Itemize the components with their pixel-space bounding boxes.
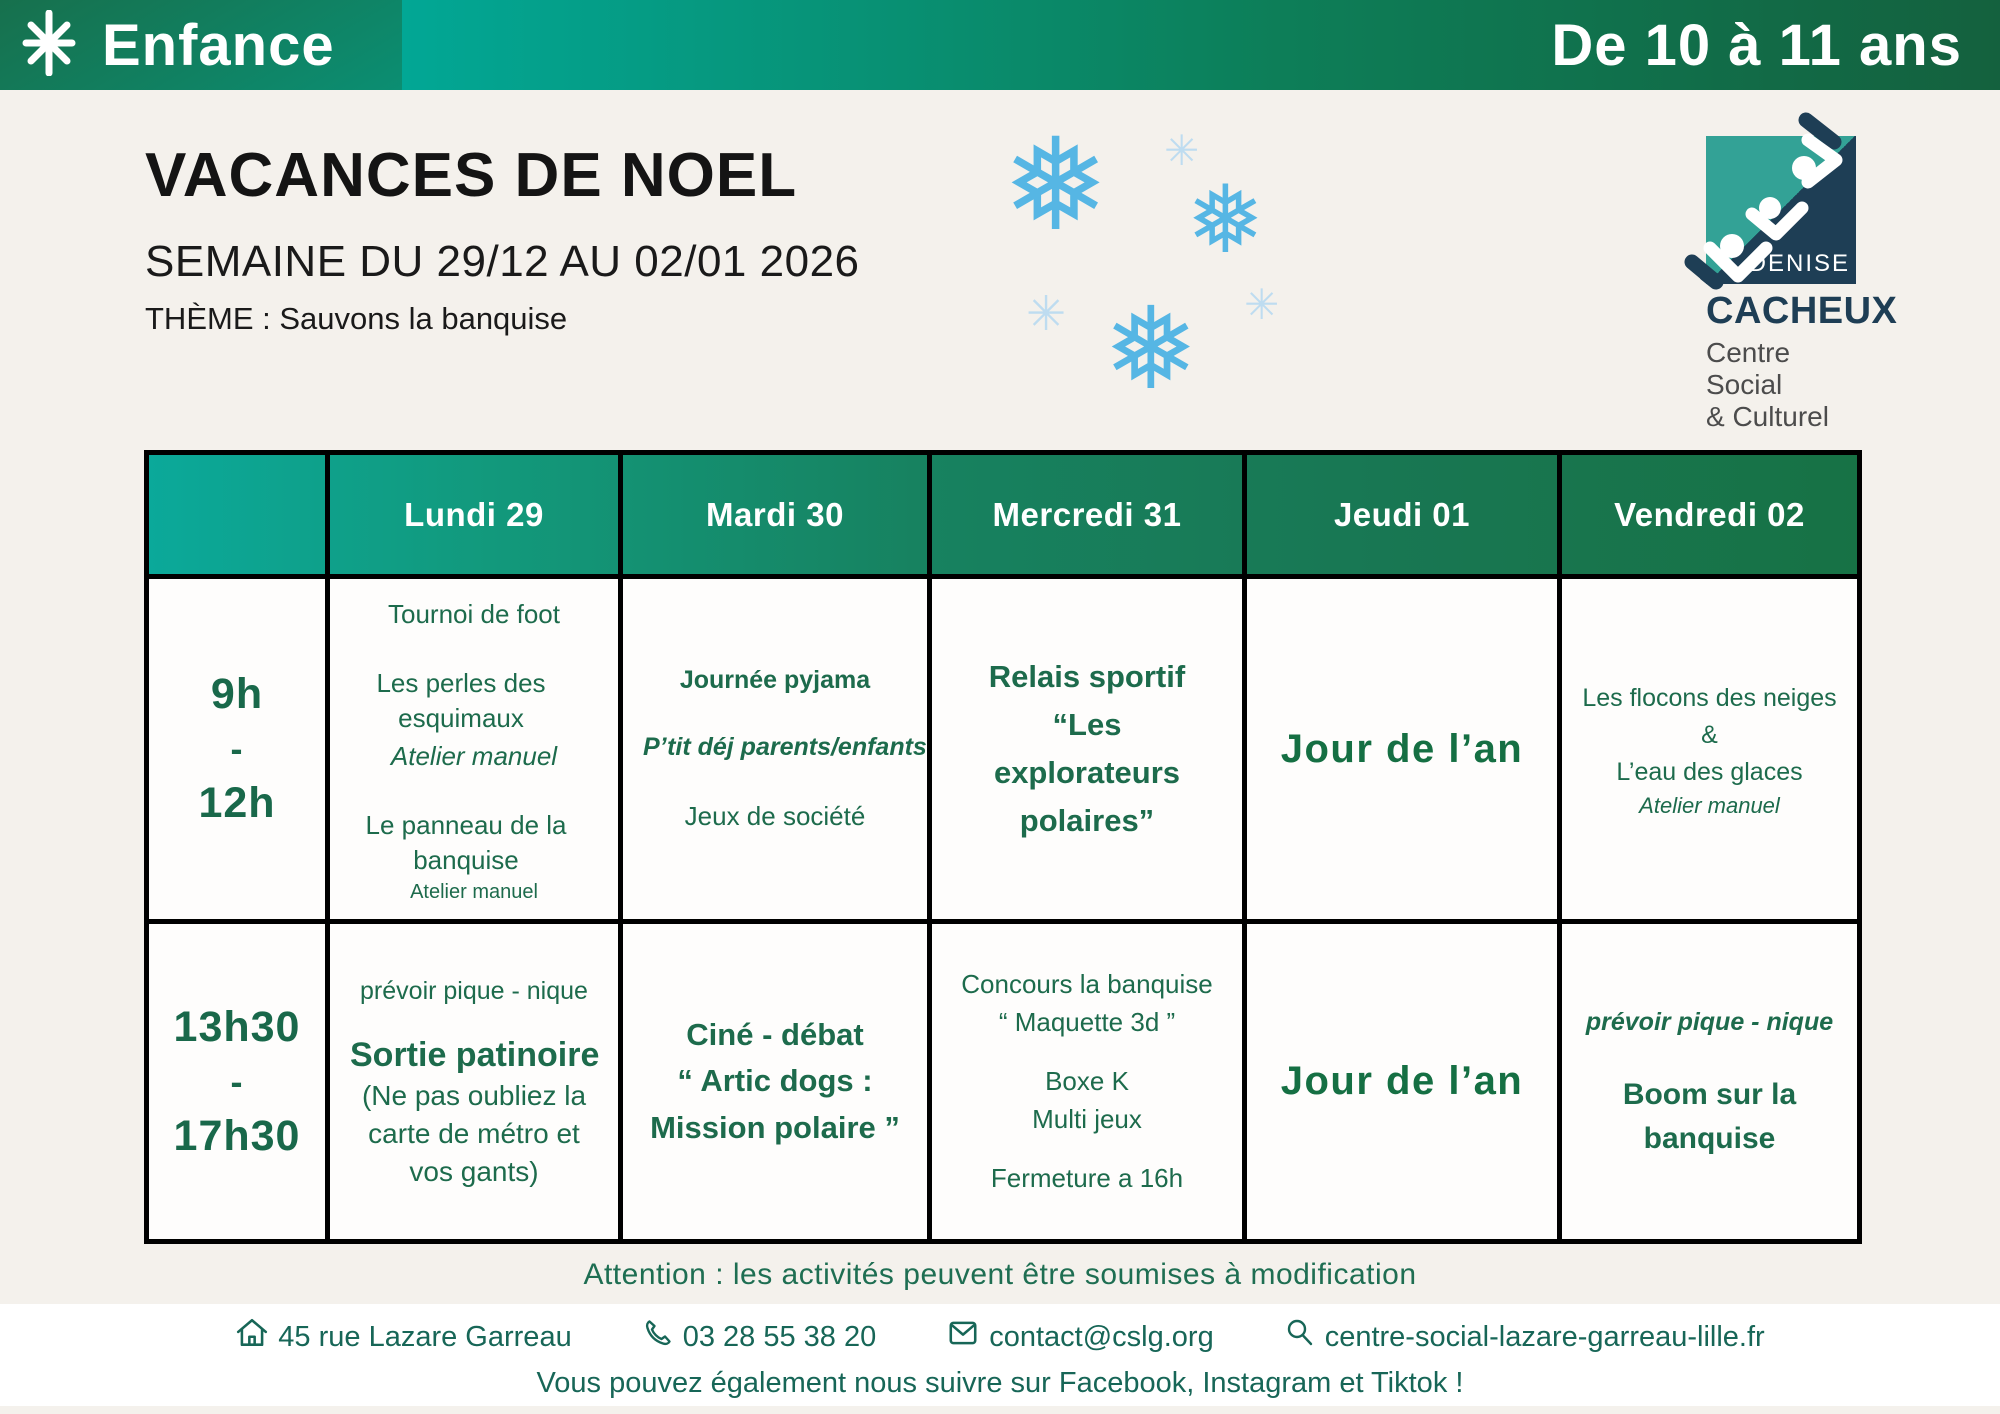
address-item xyxy=(235,1316,571,1358)
logo-subtitle-line1: Centre Social xyxy=(1706,337,1791,401)
activity-line: Jeux de société xyxy=(684,801,866,832)
logo-mark xyxy=(1706,136,1856,284)
activity-line: prévoir pique - nique xyxy=(360,977,588,1006)
activity-cell-vendredi-afternoon xyxy=(1560,922,1860,1242)
activity-line: Les perles des esquimaux xyxy=(376,667,546,733)
home-icon xyxy=(235,1316,269,1358)
email-item xyxy=(946,1316,1213,1358)
morning-row xyxy=(147,577,1860,922)
activity-line: “ Artic dogs : Mission polaire ” xyxy=(650,1063,900,1145)
phone-text: 03 28 55 38 20 xyxy=(682,1320,877,1353)
sparkle-snowflake-icon: ✳ xyxy=(1164,126,1200,175)
corner-cell xyxy=(147,453,328,577)
activity-line: Jour de l’an xyxy=(1280,1059,1524,1103)
activity-line: “ Maquette 3d ” xyxy=(998,1006,1176,1037)
activity-line: Ciné - débat xyxy=(686,1016,864,1052)
website-text: centre-social-lazare-garreau-lille.fr xyxy=(1324,1320,1765,1353)
logo-text-cacheux: CACHEUX xyxy=(1706,290,1898,332)
center-social-logo xyxy=(1702,136,1898,434)
activity-cell-lundi-afternoon xyxy=(328,922,621,1242)
banner-section-block xyxy=(0,0,402,90)
time-cell-morning xyxy=(147,577,328,922)
logo-subtitle-line2: & Culturel xyxy=(1706,401,1829,433)
activity-cell-mercredi-morning xyxy=(930,577,1245,922)
contact-row xyxy=(0,1316,2000,1358)
email-text: contact@cslg.org xyxy=(989,1320,1214,1353)
activity-line: Multi jeux xyxy=(1032,1104,1142,1135)
search-icon xyxy=(1284,1317,1316,1357)
time-separator: - xyxy=(230,1060,244,1102)
website-item xyxy=(1284,1317,1765,1357)
envelope-icon xyxy=(946,1316,980,1358)
activity-cell-jeudi-afternoon xyxy=(1245,922,1560,1242)
day-header-mardi: Mardi 30 xyxy=(621,453,930,577)
top-banner xyxy=(0,0,2000,90)
snowflake-icon: ❅ xyxy=(1002,111,1110,260)
activity-line: Atelier manuel xyxy=(410,881,538,904)
snowflake-icon: ❅ xyxy=(1186,166,1265,275)
activity-cell-lundi-morning xyxy=(328,577,621,922)
time-separator: - xyxy=(230,728,244,769)
day-header-jeudi: Jeudi 01 xyxy=(1245,453,1560,577)
afternoon-row xyxy=(147,922,1860,1242)
activity-cell-mercredi-afternoon xyxy=(930,922,1245,1242)
sparkle-snowflake-icon: ✳ xyxy=(1026,286,1067,342)
activity-line: prévoir pique - nique xyxy=(1585,1007,1834,1036)
time-start: 13h30 xyxy=(173,1002,301,1051)
time-end: 17h30 xyxy=(173,1111,301,1160)
sparkle-snowflake-icon: ✳ xyxy=(1244,280,1280,329)
activity-line: Le panneau de la banquise xyxy=(365,810,567,876)
activity-line: Relais sportif xyxy=(988,658,1186,694)
phone-item xyxy=(642,1317,877,1357)
modification-warning: Attention : les activités peuvent être soumises à modification xyxy=(583,1258,1417,1291)
activity-line: L’eau des glaces xyxy=(1616,757,1803,786)
page-title: VACANCES DE NOEL xyxy=(145,141,798,210)
activity-line: Jour de l’an xyxy=(1280,726,1524,771)
activity-line: Tournoi de foot xyxy=(387,598,560,629)
activity-line: (Ne pas oubliez la carte de métro et vos gants) xyxy=(361,1080,587,1187)
time-end: 12h xyxy=(198,779,276,827)
address-text: 45 rue Lazare Garreau xyxy=(278,1320,572,1353)
activity-line: Atelier manuel xyxy=(1639,792,1780,818)
activity-line: Boom sur la banquise xyxy=(1622,1078,1797,1155)
activity-line: Journée pyjama xyxy=(679,665,871,694)
schedule-table xyxy=(144,450,1862,1244)
activity-line: & xyxy=(1701,721,1718,750)
activity-line: Boxe K xyxy=(1045,1065,1129,1096)
age-range-label: De 10 à 11 ans xyxy=(1551,12,1962,78)
time-start: 9h xyxy=(210,670,264,718)
week-subtitle: SEMAINE DU 29/12 AU 02/01 2026 xyxy=(145,237,860,286)
activity-line: Les flocons des neiges xyxy=(1582,684,1837,713)
activity-line: “Les explorateurs polaires” xyxy=(993,706,1181,839)
day-header-mercredi: Mercredi 31 xyxy=(930,453,1245,577)
day-header-vendredi: Vendredi 02 xyxy=(1560,453,1860,577)
activity-line: Atelier manuel xyxy=(390,741,558,771)
activity-line: P’tit déj parents/enfants xyxy=(643,733,927,762)
activity-line: Concours la banquise xyxy=(961,968,1213,999)
snowflake-icon: ❅ xyxy=(1103,282,1199,415)
activity-line: Fermeture a 16h xyxy=(990,1163,1184,1194)
activity-cell-mardi-morning xyxy=(621,577,930,922)
banner-age-block xyxy=(402,0,2000,90)
day-header-row xyxy=(147,453,1860,577)
activity-cell-mardi-afternoon xyxy=(621,922,930,1242)
activity-line: Sortie patinoire xyxy=(350,1036,600,1075)
time-cell-afternoon xyxy=(147,922,328,1242)
asterisk-snowflake-icon xyxy=(16,10,82,81)
hero-section xyxy=(0,90,2000,450)
theme-line: THÈME : Sauvons la banquise xyxy=(145,301,568,336)
activity-cell-vendredi-morning xyxy=(1560,577,1860,922)
title-block xyxy=(145,140,860,337)
phone-icon xyxy=(642,1317,674,1357)
day-header-lundi: Lundi 29 xyxy=(328,453,621,577)
footer xyxy=(0,1304,2000,1406)
section-title: Enfance xyxy=(102,12,335,78)
activity-cell-jeudi-morning xyxy=(1245,577,1560,922)
logo-text-denise: DENISE xyxy=(1748,250,1850,277)
social-media-line: Vous pouvez également nous suivre sur Facebook, Instagram et Tiktok ! xyxy=(536,1367,1464,1399)
